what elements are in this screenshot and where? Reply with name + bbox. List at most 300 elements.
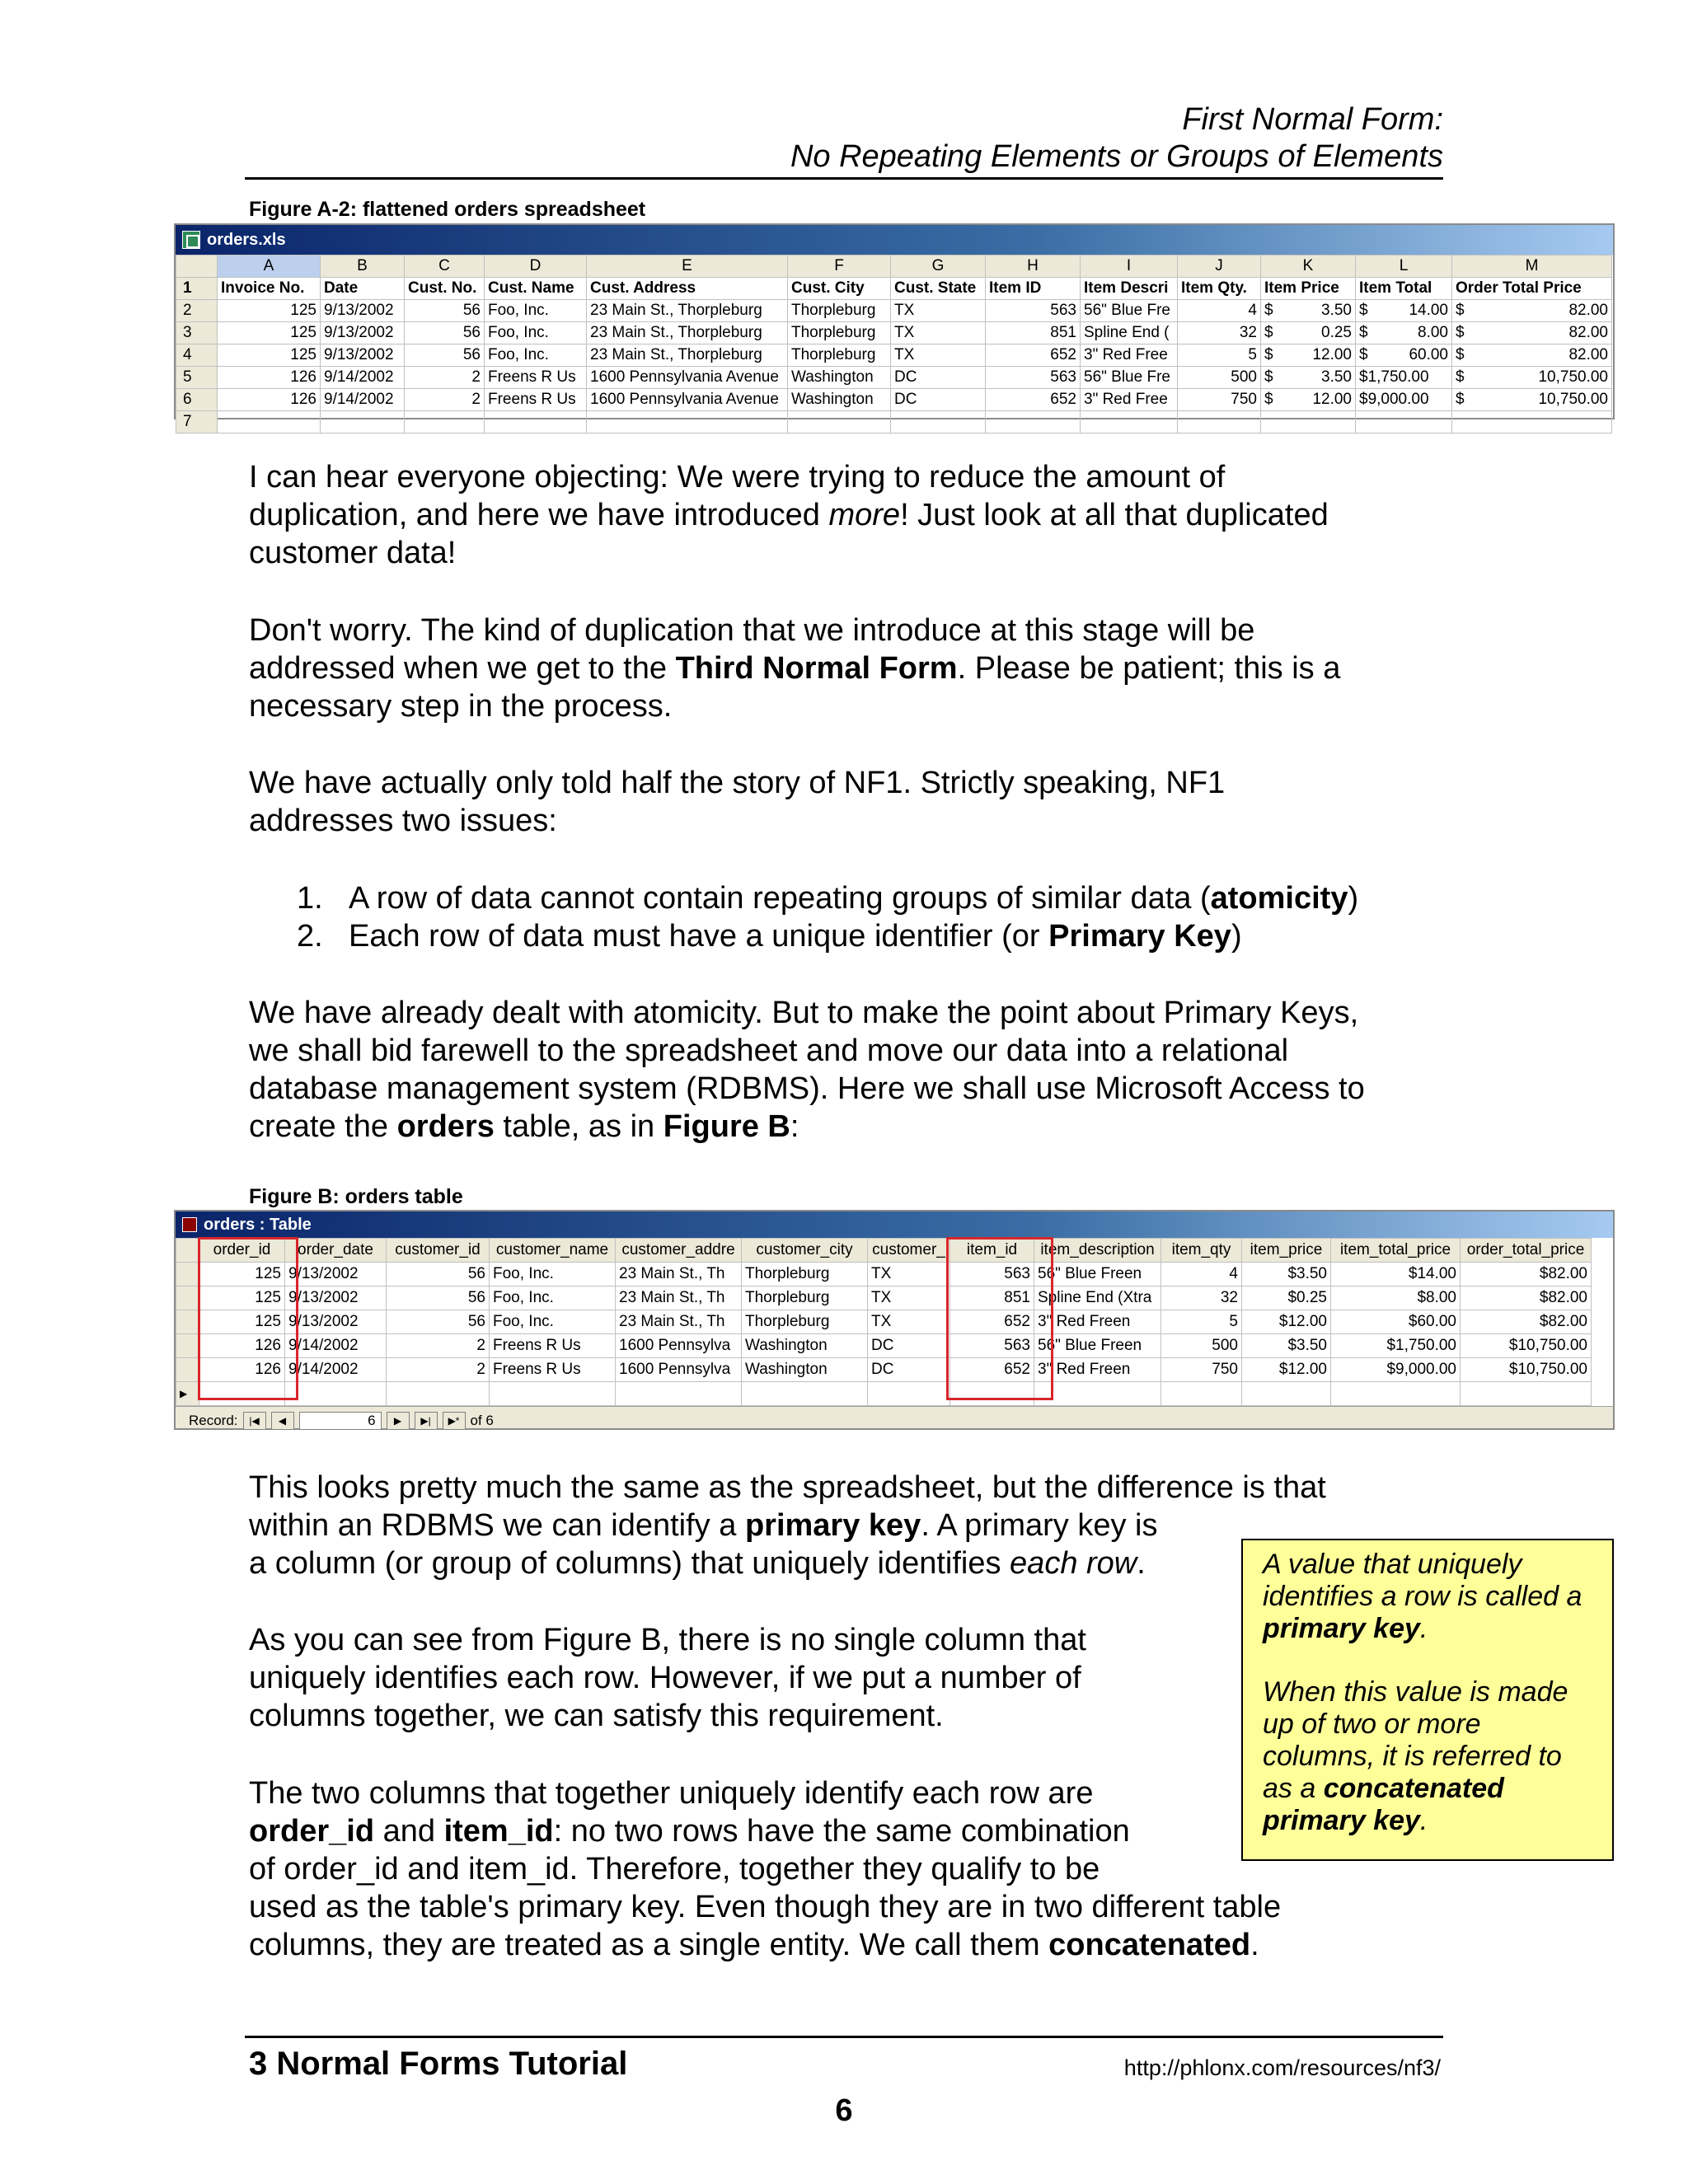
header-cell[interactable]: Order Total Price (1452, 278, 1612, 300)
cell[interactable]: 126 (199, 1334, 285, 1358)
field-header[interactable]: customer_city (742, 1239, 868, 1263)
col-letter[interactable]: F (788, 255, 891, 278)
field-header[interactable]: item_qty (1161, 1239, 1242, 1263)
header-cell[interactable]: Item Total (1356, 278, 1452, 300)
row-number[interactable]: 4 (176, 344, 218, 367)
cell[interactable]: 4 (1178, 300, 1261, 322)
cell[interactable]: Foo, Inc. (485, 300, 587, 322)
cell[interactable] (1452, 367, 1612, 389)
cell[interactable]: 126 (218, 367, 321, 389)
currency-symbol: $ (1456, 391, 1465, 408)
cell[interactable]: Washington (788, 389, 891, 411)
cell[interactable] (1452, 411, 1612, 434)
first-record-icon[interactable]: |◀ (243, 1412, 266, 1430)
cell[interactable]: 56" Blue Fre (1081, 367, 1178, 389)
cell[interactable] (1461, 1382, 1592, 1406)
cell[interactable]: 652 (986, 344, 1081, 367)
text-span: ) (1231, 919, 1242, 954)
text-span: . (1137, 1546, 1146, 1581)
cell[interactable]: 125 (199, 1263, 285, 1286)
cell[interactable] (1261, 300, 1356, 322)
strong: Figure B (663, 1109, 790, 1144)
cell[interactable]: $9,000.00 (1331, 1358, 1461, 1382)
list-item (297, 879, 1358, 917)
cell[interactable]: 4 (1161, 1263, 1242, 1286)
cell[interactable]: 126 (199, 1358, 285, 1382)
field-header[interactable]: customer_addre (616, 1239, 742, 1263)
cell[interactable]: 2 (387, 1334, 490, 1358)
cell[interactable] (1452, 300, 1612, 322)
cell[interactable]: TX (891, 344, 986, 367)
footer-rule (245, 2036, 1443, 2038)
table-icon (182, 1217, 197, 1232)
cell[interactable]: 851 (950, 1286, 1034, 1310)
cell[interactable]: 2 (405, 367, 485, 389)
cell[interactable]: TX (868, 1286, 950, 1310)
cell[interactable] (485, 411, 587, 434)
cell[interactable] (1161, 1382, 1242, 1406)
paragraph-7-line (249, 1812, 1130, 1850)
field-header[interactable]: item_id (950, 1239, 1034, 1263)
access-window-title: orders : Table (204, 1216, 312, 1234)
cell-value: 3.50 (1321, 302, 1352, 319)
currency-symbol: $ (1456, 346, 1465, 363)
cell[interactable]: DC (891, 389, 986, 411)
row-number[interactable]: 3 (176, 322, 218, 344)
cell[interactable]: 652 (950, 1358, 1034, 1382)
select-all-cell[interactable] (176, 1239, 199, 1263)
order-id-highlight (198, 1237, 298, 1400)
cell[interactable]: 9/14/2002 (321, 367, 405, 389)
cell[interactable]: 9/13/2002 (285, 1263, 387, 1286)
field-header[interactable]: customer_name (490, 1239, 616, 1263)
cell[interactable]: $14.00 (1331, 1263, 1461, 1286)
cell[interactable]: 3" Red Free (1081, 344, 1178, 367)
last-record-icon[interactable]: ▶| (415, 1412, 438, 1430)
cell[interactable]: $3.50 (1242, 1263, 1331, 1286)
strong: primary key (1263, 1613, 1420, 1644)
field-header[interactable]: item_price (1242, 1239, 1331, 1263)
cell[interactable]: DC (891, 367, 986, 389)
cell[interactable]: Thorpleburg (742, 1263, 868, 1286)
col-letter[interactable]: M (1452, 255, 1612, 278)
cell[interactable]: 750 (1161, 1358, 1242, 1382)
col-letter[interactable]: B (321, 255, 405, 278)
currency-symbol: $1,750.00 (1359, 368, 1429, 386)
cell[interactable] (1356, 300, 1452, 322)
sidebar-note (1241, 1539, 1614, 1861)
cell[interactable] (321, 411, 405, 434)
cell[interactable]: $0.25 (1242, 1286, 1331, 1310)
text-span: . (1419, 1805, 1428, 1836)
cell[interactable]: Spline End (Xtra (1034, 1286, 1161, 1310)
header-cell[interactable]: Cust. State (891, 278, 986, 300)
header-cell[interactable]: Item Qty. (1178, 278, 1261, 300)
table-row (176, 411, 1612, 434)
cell[interactable]: $12.00 (1242, 1358, 1331, 1382)
cell[interactable]: 32 (1178, 322, 1261, 344)
cell[interactable]: 125 (199, 1286, 285, 1310)
field-header[interactable]: order_total_price (1461, 1239, 1592, 1263)
new-record-icon[interactable]: ▶ (176, 1382, 199, 1406)
record-navigator (176, 1406, 1613, 1434)
cell[interactable]: 56" Blue Freen (1034, 1263, 1161, 1286)
cell[interactable]: 9/14/2002 (321, 389, 405, 411)
access-window (174, 1210, 1615, 1430)
cell[interactable] (285, 1382, 387, 1406)
cell[interactable]: 9/14/2002 (285, 1334, 387, 1358)
field-header[interactable]: order_date (285, 1239, 387, 1263)
cell[interactable]: Thorpleburg (788, 300, 891, 322)
access-datasheet[interactable] (176, 1238, 1592, 1406)
next-record-icon[interactable]: ▶ (387, 1412, 410, 1430)
cell[interactable] (1261, 389, 1356, 411)
cell[interactable] (1356, 389, 1452, 411)
cell[interactable]: 9/13/2002 (285, 1310, 387, 1334)
cell[interactable] (1261, 367, 1356, 389)
table-row (176, 367, 1612, 389)
cell-value: 82.00 (1568, 302, 1608, 319)
text-span: . Please be patient; this is a (957, 651, 1341, 686)
spreadsheet-header-row (176, 278, 1612, 300)
strong: atomicity (1210, 881, 1348, 916)
text-span: : (790, 1109, 799, 1144)
paragraph-7-line: used as the table's primary key. Even though they are in two different table (249, 1890, 1282, 1924)
cell-value: 12.00 (1312, 391, 1352, 408)
record-selector[interactable] (176, 1310, 199, 1334)
cell[interactable]: Spline End ( (1081, 322, 1178, 344)
page-number: 6 (835, 2093, 853, 2128)
cell[interactable]: Thorpleburg (788, 344, 891, 367)
cell[interactable]: 2 (405, 389, 485, 411)
col-letter[interactable]: H (986, 255, 1081, 278)
header-cell[interactable]: Cust. City (788, 278, 891, 300)
cell[interactable]: 5 (1161, 1310, 1242, 1334)
cell[interactable]: Freens R Us (485, 367, 587, 389)
field-header[interactable]: customer_id (387, 1239, 490, 1263)
cell-value: 60.00 (1409, 346, 1448, 363)
cell[interactable] (1356, 411, 1452, 434)
header-cell[interactable]: Invoice No. (218, 278, 321, 300)
excel-window-title: orders.xls (207, 231, 286, 249)
cell[interactable]: 1600 Pennsylva (616, 1358, 742, 1382)
row-number[interactable]: 6 (176, 389, 218, 411)
cell[interactable]: TX (868, 1263, 950, 1286)
header-cell[interactable]: Cust. No. (405, 278, 485, 300)
header-cell[interactable]: Item Descri (1081, 278, 1178, 300)
cell[interactable]: TX (891, 322, 986, 344)
list-number: 2. (297, 919, 323, 954)
cell[interactable]: 23 Main St., Thorpleburg (587, 344, 788, 367)
cell[interactable]: 9/13/2002 (285, 1286, 387, 1310)
header-cell[interactable]: Item ID (986, 278, 1081, 300)
cell[interactable]: 750 (1178, 389, 1261, 411)
field-header[interactable]: customer_ (868, 1239, 950, 1263)
cell[interactable]: 1600 Pennsylvania Avenue (587, 389, 788, 411)
cell[interactable]: 500 (1161, 1334, 1242, 1358)
cell[interactable]: Thorpleburg (788, 322, 891, 344)
cell[interactable]: 3" Red Free (1081, 389, 1178, 411)
cell[interactable]: $10,750.00 (1461, 1358, 1592, 1382)
note-spacer (1263, 1645, 1592, 1676)
strong: item_id (443, 1814, 554, 1849)
footer-url[interactable]: http://phlonx.com/resources/nf3/ (1123, 2055, 1441, 2080)
currency-symbol: $ (1264, 368, 1273, 386)
cell[interactable]: 23 Main St., Th (616, 1310, 742, 1334)
col-letter[interactable]: K (1261, 255, 1356, 278)
text-span: . A primary key is (921, 1508, 1158, 1543)
cell[interactable]: 56" Blue Freen (1034, 1334, 1161, 1358)
text-span: : no two rows have the same combination (553, 1814, 1130, 1849)
cell[interactable]: Foo, Inc. (485, 322, 587, 344)
cell-value: 10,750.00 (1538, 391, 1608, 408)
cell[interactable] (891, 411, 986, 434)
cell[interactable]: Thorpleburg (742, 1286, 868, 1310)
cell[interactable]: 126 (218, 389, 321, 411)
text-span: ! Just look at all that duplicated (900, 498, 1329, 532)
cell[interactable] (387, 1382, 490, 1406)
cell[interactable]: $3.50 (1242, 1334, 1331, 1358)
field-header[interactable]: order_id (199, 1239, 285, 1263)
row-number[interactable]: 2 (176, 300, 218, 322)
record-number-field[interactable]: 6 (299, 1412, 382, 1430)
cell[interactable]: DC (868, 1334, 950, 1358)
text-span: within an RDBMS we can identify a (249, 1508, 745, 1543)
text-span: ) (1348, 881, 1359, 916)
cell[interactable]: 32 (1161, 1286, 1242, 1310)
cell[interactable]: Thorpleburg (742, 1310, 868, 1334)
cell[interactable]: Washington (742, 1358, 868, 1382)
row-number[interactable]: 1 (176, 278, 218, 300)
cell[interactable]: 3" Red Freen (1034, 1358, 1161, 1382)
paragraph-1-line: customer data! (249, 536, 457, 570)
col-letter[interactable]: J (1178, 255, 1261, 278)
excel-window (174, 223, 1615, 430)
access-grid-area (176, 1238, 1613, 1406)
cell[interactable]: 125 (199, 1310, 285, 1334)
cell[interactable]: $1,750.00 (1331, 1334, 1461, 1358)
cell[interactable]: 125 (218, 322, 321, 344)
emphasis: each row (1010, 1546, 1137, 1581)
cell[interactable]: 851 (986, 322, 1081, 344)
spreadsheet-grid[interactable] (176, 255, 1612, 434)
currency-symbol: $ (1359, 302, 1368, 319)
currency-symbol: $ (1264, 324, 1273, 341)
cell[interactable]: 9/13/2002 (321, 344, 405, 367)
cell[interactable]: 56 (387, 1310, 490, 1334)
cell[interactable]: 56 (405, 300, 485, 322)
cell[interactable]: 563 (986, 367, 1081, 389)
cell[interactable] (1081, 411, 1178, 434)
cell[interactable] (490, 1382, 616, 1406)
cell[interactable]: 500 (1178, 367, 1261, 389)
col-letter[interactable]: A (218, 255, 321, 278)
cell[interactable]: 563 (986, 300, 1081, 322)
cell[interactable] (986, 411, 1081, 434)
col-letter[interactable]: C (405, 255, 485, 278)
strong: order_id (249, 1814, 375, 1849)
paragraph-1-line: I can hear everyone objecting: We were trying to reduce the amount of (249, 460, 1226, 494)
excel-icon (182, 231, 200, 249)
row-number[interactable]: 5 (176, 367, 218, 389)
cell[interactable]: 9/14/2002 (285, 1358, 387, 1382)
cell[interactable]: Foo, Inc. (485, 344, 587, 367)
cell[interactable]: $10,750.00 (1461, 1334, 1592, 1358)
cell[interactable]: $82.00 (1461, 1310, 1592, 1334)
cell[interactable]: TX (891, 300, 986, 322)
cell[interactable] (1356, 322, 1452, 344)
strong: primary key (744, 1508, 921, 1543)
table-row (176, 1358, 1592, 1382)
cell[interactable]: DC (868, 1358, 950, 1382)
table-row (176, 1310, 1592, 1334)
paragraph-7-line: of order_id and item_id. Therefore, together they qualify to be (249, 1852, 1100, 1886)
currency-symbol: $ (1264, 346, 1273, 363)
currency-symbol: $ (1456, 324, 1465, 341)
cell[interactable] (742, 1382, 868, 1406)
record-selector[interactable] (176, 1334, 199, 1358)
cell[interactable]: 9/13/2002 (321, 300, 405, 322)
text-span: table, as in (494, 1109, 663, 1144)
new-record-row (176, 1382, 1592, 1406)
cell[interactable]: 56 (405, 322, 485, 344)
field-header[interactable]: item_total_price (1331, 1239, 1461, 1263)
cell[interactable]: 56 (387, 1286, 490, 1310)
cell[interactable]: 23 Main St., Th (616, 1286, 742, 1310)
currency-symbol: $ (1264, 302, 1273, 319)
cell[interactable]: 3" Red Freen (1034, 1310, 1161, 1334)
text-span: . (1250, 1928, 1259, 1962)
cell[interactable]: $8.00 (1331, 1286, 1461, 1310)
cell[interactable]: Freens R Us (490, 1358, 616, 1382)
cell[interactable]: 56" Blue Fre (1081, 300, 1178, 322)
col-letter[interactable]: G (891, 255, 986, 278)
col-letter[interactable]: E (587, 255, 788, 278)
paragraph-6-line: uniquely identifies each row. However, if we put a number of (249, 1661, 1081, 1695)
cell[interactable] (1261, 344, 1356, 367)
cell[interactable]: Washington (742, 1334, 868, 1358)
cell[interactable] (1331, 1382, 1461, 1406)
cell[interactable]: 563 (950, 1263, 1034, 1286)
header-cell[interactable]: Cust. Name (485, 278, 587, 300)
cell[interactable]: $60.00 (1331, 1310, 1461, 1334)
cell[interactable]: 56 (387, 1263, 490, 1286)
text-span: a column (or group of columns) that uniquely identifies (249, 1546, 1010, 1581)
cell[interactable] (218, 411, 321, 434)
header-cell[interactable]: Item Price (1261, 278, 1356, 300)
footer-title: 3 Normal Forms Tutorial (249, 2046, 628, 2082)
prev-record-icon[interactable]: ◀ (271, 1412, 294, 1430)
cell[interactable]: 9/13/2002 (321, 322, 405, 344)
cell[interactable] (587, 411, 788, 434)
new-record-icon[interactable]: ▶* (443, 1412, 466, 1430)
cell[interactable] (788, 411, 891, 434)
cell[interactable]: $12.00 (1242, 1310, 1331, 1334)
col-letter[interactable]: I (1081, 255, 1178, 278)
paragraph-7-line: The two columns that together uniquely identify each row are (249, 1776, 1094, 1811)
cell[interactable] (1261, 411, 1356, 434)
paragraph-2-line (249, 649, 1340, 687)
cell[interactable]: Freens R Us (485, 389, 587, 411)
cell[interactable]: TX (868, 1310, 950, 1334)
col-letter[interactable]: D (485, 255, 587, 278)
header-cell[interactable]: Cust. Address (587, 278, 788, 300)
strong: Third Normal Form (675, 651, 958, 686)
cell[interactable] (616, 1382, 742, 1406)
text-span: create the (249, 1109, 397, 1144)
row-number[interactable]: 7 (176, 411, 218, 434)
cell[interactable] (1178, 411, 1261, 434)
cell[interactable] (405, 411, 485, 434)
cell[interactable]: 23 Main St., Thorpleburg (587, 322, 788, 344)
cell-value: 14.00 (1409, 302, 1448, 319)
cell-value: 82.00 (1568, 324, 1608, 341)
cell[interactable]: 125 (218, 300, 321, 322)
record-selector[interactable] (176, 1263, 199, 1286)
cell-value: 82.00 (1568, 346, 1608, 363)
cell[interactable]: Foo, Inc. (490, 1263, 616, 1286)
cell[interactable]: 23 Main St., Th (616, 1263, 742, 1286)
text-span: duplication, and here we have introduced (249, 498, 829, 532)
currency-symbol: $ (1359, 346, 1368, 363)
cell[interactable] (1242, 1382, 1331, 1406)
col-letter[interactable]: L (1356, 255, 1452, 278)
cell[interactable]: Freens R Us (490, 1334, 616, 1358)
record-count: of 6 (470, 1412, 494, 1428)
cell[interactable]: $82.00 (1461, 1263, 1592, 1286)
cell[interactable]: 125 (218, 344, 321, 367)
cell[interactable] (1261, 322, 1356, 344)
cell[interactable] (1356, 367, 1452, 389)
cell[interactable]: Foo, Inc. (490, 1310, 616, 1334)
cell[interactable]: 652 (986, 389, 1081, 411)
cell[interactable]: 652 (950, 1310, 1034, 1334)
cell[interactable] (1452, 389, 1612, 411)
cell-value: 0.25 (1321, 324, 1352, 341)
field-header[interactable]: item_description (1034, 1239, 1161, 1263)
record-label: Record: (189, 1412, 238, 1428)
cell[interactable]: Washington (788, 367, 891, 389)
cell[interactable]: 2 (387, 1358, 490, 1382)
record-selector[interactable] (176, 1358, 199, 1382)
cell[interactable]: 563 (950, 1334, 1034, 1358)
cell[interactable] (1356, 344, 1452, 367)
cell[interactable]: 56 (405, 344, 485, 367)
paragraph-2-line: necessary step in the process. (249, 689, 673, 724)
section-subtitle: No Repeating Elements or Groups of Elements (790, 139, 1443, 174)
cell[interactable]: 5 (1178, 344, 1261, 367)
text-span: columns, they are treated as a single entity. We call them (249, 1928, 1049, 1962)
paragraph-4-line: we shall bid farewell to the spreadsheet and move our data into a relational (249, 1033, 1289, 1068)
record-selector[interactable] (176, 1286, 199, 1310)
cell[interactable]: Foo, Inc. (490, 1286, 616, 1310)
text-span: and (374, 1814, 444, 1849)
text-span: . (1419, 1613, 1428, 1644)
cell[interactable]: 1600 Pennsylva (616, 1334, 742, 1358)
text-span: Each row of data must have a unique identifier (or (349, 919, 1049, 954)
cell[interactable]: 1600 Pennsylvania Avenue (587, 367, 788, 389)
cell[interactable]: 23 Main St., Thorpleburg (587, 300, 788, 322)
text-span: When this value is made up of two or more columns, it is referred to as a (1263, 1676, 1568, 1804)
cell[interactable] (868, 1382, 950, 1406)
section-title: First Normal Form: (1182, 102, 1443, 137)
paragraph-4-line (249, 1108, 799, 1146)
header-cell[interactable]: Date (321, 278, 405, 300)
cell[interactable] (1452, 344, 1612, 367)
excel-titlebar (176, 225, 1613, 255)
cell[interactable]: $82.00 (1461, 1286, 1592, 1310)
cell[interactable] (1452, 322, 1612, 344)
